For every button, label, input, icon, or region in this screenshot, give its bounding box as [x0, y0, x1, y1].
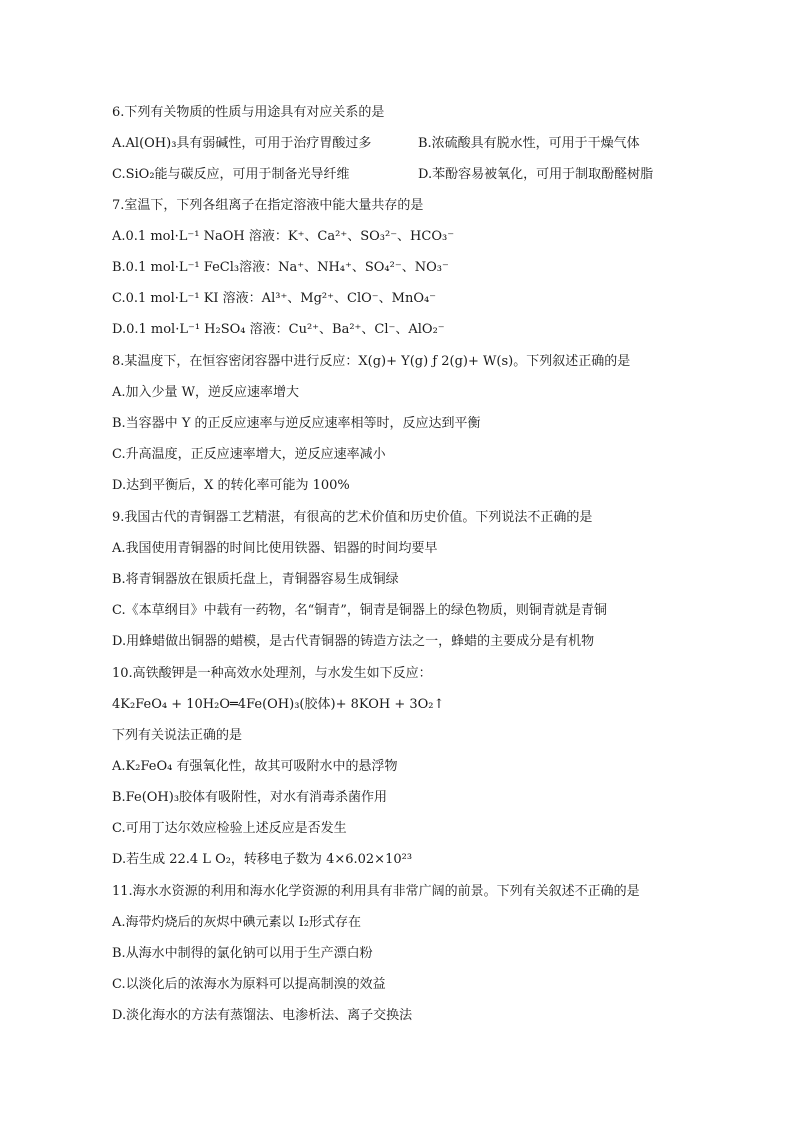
q9-stem: 9.我国古代的青铜器工艺精湛，有很高的艺术价值和历史价值。下列说法不正确的是: [112, 510, 593, 525]
q8-stem: 8.某温度下，在恒容密闭容器中进行反应：X(g)+ Y(g) ƒ 2(g)+ W(s)。下列叙述正确的是: [112, 354, 631, 369]
q10-option-b: B.Fe(OH)₃胶体有吸附性，对水有消毒杀菌作用: [112, 790, 388, 805]
q11-stem: 11.海水水资源的利用和海水化学资源的利用具有非常广阔的前景。下列有关叙述不正确的是: [112, 884, 640, 899]
q8-option-c: C.升高温度，正反应速率增大，逆反应速率减小: [112, 447, 386, 462]
q11-option-a: A.海带灼烧后的灰烬中碘元素以 I₂形式存在: [112, 915, 361, 930]
q7-stem: 7.室温下，下列各组离子在指定溶液中能大量共存的是: [112, 198, 424, 213]
q7-option-b: B.0.1 mol·L⁻¹ FeCl₃溶液：Na⁺、NH₄⁺、SO₄²⁻、NO₃⁻: [112, 260, 449, 275]
q6-option-c: C.SiO₂能与碳反应，可用于制备光导纤维: [112, 167, 350, 182]
q10-option-c: C.可用丁达尔效应检验上述反应是否发生: [112, 821, 347, 836]
q6-stem: 6.下列有关物质的性质与用途具有对应关系的是: [112, 105, 385, 120]
q8-option-d: D.达到平衡后，X 的转化率可能为 100%: [112, 478, 350, 493]
q10-sub-stem: 下列有关说法正确的是: [112, 728, 243, 743]
q7-option-d: D.0.1 mol·L⁻¹ H₂SO₄ 溶液：Cu²⁺、Ba²⁺、Cl⁻、AlO₂⁻: [112, 322, 445, 337]
q6-option-a: A.Al(OH)₃具有弱碱性，可用于治疗胃酸过多: [112, 136, 372, 151]
q10-option-a: A.K₂FeO₄ 有强氧化性，故其可吸附水中的悬浮物: [112, 759, 398, 774]
q10-option-d: D.若生成 22.4 L O₂，转移电子数为 4×6.02×10²³: [112, 852, 413, 867]
q7-option-a: A.0.1 mol·L⁻¹ NaOH 溶液：K⁺、Ca²⁺、SO₃²⁻、HCO₃⁻: [112, 229, 455, 244]
q11-option-d: D.淡化海水的方法有蒸馏法、电渗析法、离子交换法: [112, 1008, 413, 1023]
q8-option-b: B.当容器中 Y 的正反应速率与逆反应速率相等时，反应达到平衡: [112, 416, 481, 431]
q6-option-b: B.浓硫酸具有脱水性，可用于干燥气体: [418, 136, 640, 151]
q9-option-c: C.《本草纲目》中载有一药物，名“铜青”，铜青是铜器上的绿色物质，则铜青就是青铜: [112, 603, 607, 618]
q9-option-a: A.我国使用青铜器的时间比使用铁器、铝器的时间均要早: [112, 541, 438, 556]
q11-option-c: C.以淡化后的浓海水为原料可以提高制溴的效益: [112, 977, 386, 992]
q8-option-a: A.加入少量 W，逆反应速率增大: [112, 385, 300, 400]
q11-option-b: B.从海水中制得的氯化钠可以用于生产漂白粉: [112, 946, 373, 961]
q9-option-b: B.将青铜器放在银质托盘上，青铜器容易生成铜绿: [112, 572, 399, 587]
q7-option-c: C.0.1 mol·L⁻¹ KI 溶液：Al³⁺、Mg²⁺、ClO⁻、MnO₄⁻: [112, 291, 437, 306]
q6-options-row-1: [112, 136, 682, 152]
q9-option-d: D.用蜂蜡做出铜器的蜡模，是古代青铜器的铸造方法之一，蜂蜡的主要成分是有机物: [112, 634, 595, 649]
q10-stem: 10.高铁酸钾是一种高效水处理剂，与水发生如下反应：: [112, 666, 432, 681]
q6-options-row-2: [112, 167, 682, 183]
q10-equation: 4K₂FeO₄ + 10H₂O═4Fe(OH)₃(胶体)+ 8KOH + 3O₂↑: [112, 697, 445, 712]
q6-option-d: D.苯酚容易被氧化，可用于制取酚醛树脂: [418, 167, 654, 182]
